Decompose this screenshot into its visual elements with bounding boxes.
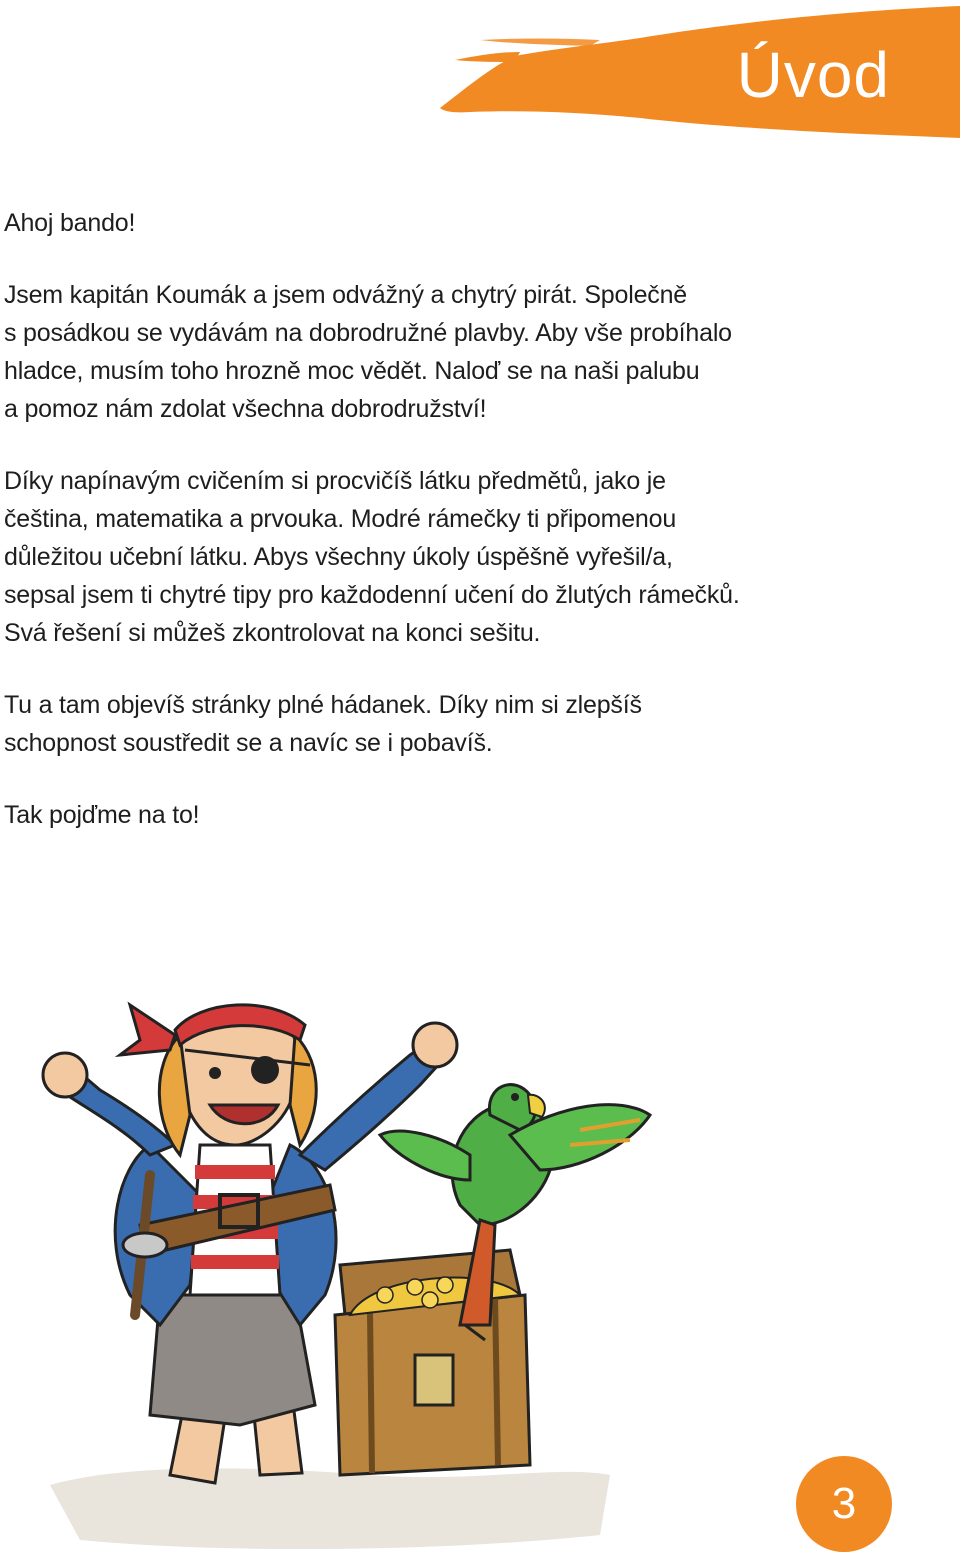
page-title: Úvod [736,39,890,111]
text-line: hladce, musím toho hrozně moc vědět. Nalоď se na naši palubu [4,357,700,385]
text-line: čeština, matematika a prvouka. Modré rámečky ti připomenou [4,505,677,533]
paragraph-exercises [4,462,944,652]
paragraph-intro [4,276,944,428]
closing [4,796,944,834]
text-line: schopnost soustředit se a navíc se i pobavíš. [4,729,493,757]
text-line: a pomoz nám zdolat všechna dobrodružství! [4,395,487,423]
page-number-badge [796,1456,892,1552]
intro-text [4,204,944,868]
closing-line: Tak pojďme na to! [4,801,200,829]
greeting-line: Ahoj bando! [4,209,136,237]
page-number: 3 [831,1479,857,1528]
pirate-with-parrot-and-treasure-chest-icon [40,995,660,1555]
text-line: Jsem kapitán Koumák a jsem odvážný a chytrý pirát. Společně [4,281,687,309]
text-line: s posádkou se vydávám na dobrodružné plavby. Aby vše probíhalo [4,319,732,347]
greeting [4,204,944,242]
text-line: sepsal jsem ti chytré tipy pro každodenní učení do žlutých rámečků. [4,581,740,609]
text-line: Svá řešení si můžeš zkontrolovat na konci sešitu. [4,619,541,647]
text-line: Tu a tam objevíš stránky plné hádanek. Díky nim si zlepšíš [4,691,642,719]
paragraph-puzzles [4,686,944,762]
text-line: Díky napínavým cvičením si procvičíš látku předmětů, jako je [4,467,666,495]
text-line: důležitou učební látku. Abys všechny úkoly úspěšně vyřešil/a, [4,543,673,571]
